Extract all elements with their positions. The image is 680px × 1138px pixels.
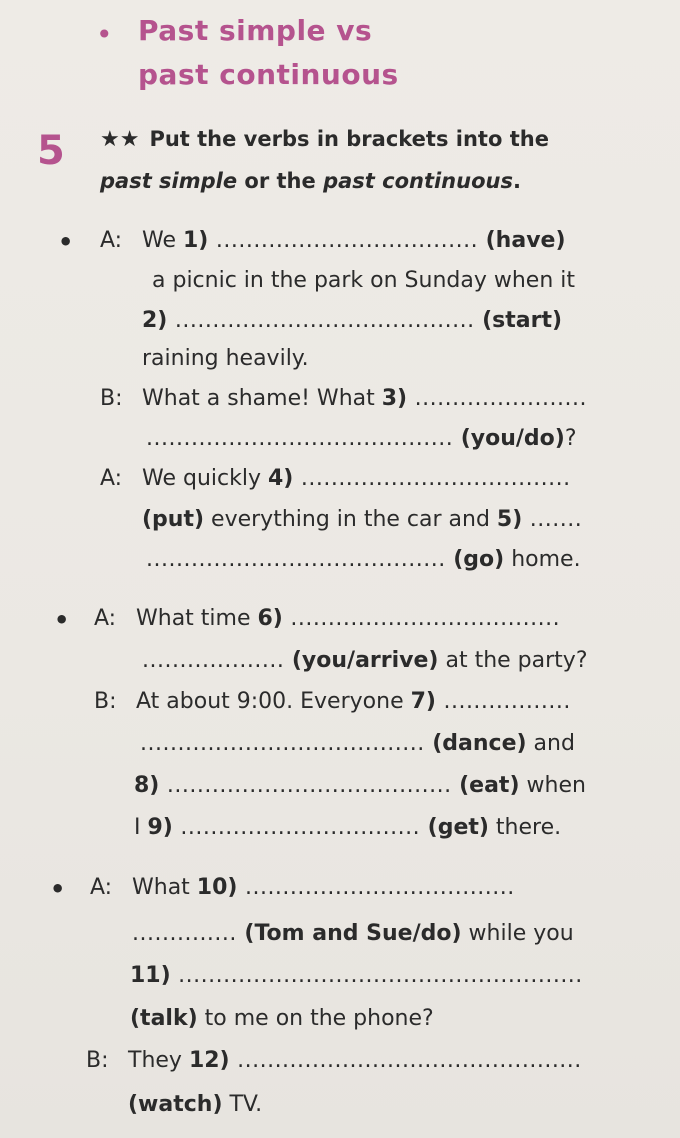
- verb-hint: (talk): [130, 1006, 198, 1031]
- speaker-a: A:: [94, 606, 117, 631]
- answer-blank-9[interactable]: ................................: [172, 815, 428, 840]
- verb-hint: (start): [482, 308, 563, 333]
- blank-number: 8): [134, 773, 160, 798]
- dialogue3-line4: [130, 1006, 434, 1031]
- dialogue2-line6: [134, 815, 561, 840]
- instruction-period: .: [512, 169, 521, 193]
- dialogue3-line2: [132, 921, 574, 946]
- answer-blank-6[interactable]: ....................................: [282, 606, 561, 631]
- text: there.: [488, 815, 562, 840]
- dialogue1-line8: [142, 507, 582, 532]
- instruction-text: Put the verbs in brackets into the: [149, 127, 549, 151]
- answer-blank-1[interactable]: ...................................: [208, 228, 486, 253]
- answer-blank-3[interactable]: .......................: [407, 386, 587, 411]
- blank-number: 7): [410, 689, 436, 714]
- text: to me on the phone?: [197, 1006, 434, 1031]
- answer-blank-10[interactable]: ....................................: [237, 875, 515, 900]
- answer-blank-2[interactable]: ........................................: [167, 308, 483, 333]
- topic-title-line2: past continuous: [138, 58, 399, 91]
- verb-hint: (have): [485, 228, 566, 253]
- dialogue-bullet: •: [50, 875, 66, 903]
- verb-hint: (you/arrive): [291, 648, 439, 673]
- text: What a shame! What: [142, 386, 382, 411]
- verb-hint: (you/do): [460, 426, 565, 451]
- answer-blank-8[interactable]: ......................................: [159, 773, 460, 798]
- exercise-instruction-line2: [100, 169, 521, 193]
- dialogue1-line9: [146, 547, 581, 572]
- topic-bullet: •: [96, 18, 113, 51]
- dialogue1-line4: raining heavily.: [142, 346, 309, 371]
- verb-hint: (watch): [128, 1092, 223, 1117]
- text: At about 9:00. Everyone: [136, 689, 411, 714]
- answer-blank-7[interactable]: .................: [435, 689, 571, 714]
- topic-title-line1: Past simple vs: [138, 14, 373, 47]
- answer-blank-5-cont[interactable]: ........................................: [146, 547, 454, 572]
- answer-blank-4[interactable]: ....................................: [293, 466, 571, 491]
- text: and: [526, 731, 575, 756]
- blank-number: 6): [257, 606, 283, 631]
- text: We: [142, 228, 183, 253]
- blank-number: 11): [130, 963, 171, 988]
- text: home.: [504, 547, 581, 572]
- dialogue1-line1: [142, 228, 566, 253]
- blank-number: 4): [267, 466, 294, 491]
- answer-blank-3-cont[interactable]: .........................................: [146, 426, 461, 451]
- dialogue1-line2: a picnic in the park on Sunday when it: [152, 268, 576, 293]
- text: They: [128, 1048, 189, 1073]
- difficulty-stars: ★★: [100, 127, 140, 152]
- text: ?: [564, 426, 577, 451]
- blank-number: 2): [142, 308, 168, 333]
- speaker-a: A:: [100, 228, 123, 253]
- answer-blank-10-cont[interactable]: ..............: [132, 921, 245, 946]
- answer-blank-6-cont[interactable]: ...................: [142, 648, 292, 673]
- dialogue1-line7: [142, 466, 571, 491]
- text: everything in the car and: [204, 507, 497, 532]
- text: I: [134, 815, 148, 840]
- blank-number: 12): [188, 1048, 230, 1073]
- blank-number: 5): [496, 507, 523, 532]
- text: What time: [136, 606, 258, 631]
- answer-blank-5[interactable]: .......: [522, 507, 583, 532]
- dialogue1-line5: [142, 386, 587, 411]
- text: when: [519, 773, 586, 798]
- exercise-number: 5: [37, 128, 65, 174]
- dialogue-bullet: •: [54, 606, 70, 634]
- dialogue2-line4: [140, 731, 575, 756]
- verb-hint: (get): [427, 815, 489, 840]
- answer-blank-11[interactable]: ......................................................: [170, 963, 583, 988]
- dialogue3-line6: [128, 1092, 262, 1117]
- dialogue-bullet: •: [58, 228, 74, 256]
- dialogue3-line1: [132, 875, 515, 900]
- verb-hint: (put): [142, 507, 205, 532]
- text: What: [132, 875, 197, 900]
- dialogue2-line3: [136, 689, 571, 714]
- dialogue3-line3: [130, 963, 583, 988]
- text: TV.: [222, 1092, 263, 1117]
- instruction-or: or the: [237, 169, 324, 193]
- dialogue3-line5: [128, 1048, 582, 1073]
- instruction-past-simple: past simple: [100, 169, 238, 193]
- dialogue2-line1: [136, 606, 560, 631]
- verb-hint: (go): [453, 547, 505, 572]
- blank-number: 3): [381, 386, 408, 411]
- dialogue2-line2: [142, 648, 588, 673]
- speaker-b: B:: [86, 1048, 109, 1073]
- answer-blank-12[interactable]: ..............................................: [229, 1048, 582, 1073]
- speaker-b: B:: [94, 689, 117, 714]
- speaker-a: A:: [90, 875, 113, 900]
- answer-blank-7-cont[interactable]: ......................................: [140, 731, 433, 756]
- verb-hint: (dance): [432, 731, 527, 756]
- verb-hint: (eat): [459, 773, 520, 798]
- verb-hint: (Tom and Sue/do): [244, 921, 462, 946]
- text: We quickly: [142, 466, 268, 491]
- speaker-a: A:: [100, 466, 123, 491]
- text: while you: [461, 921, 574, 946]
- text: at the party?: [438, 648, 588, 673]
- instruction-past-continuous: past continuous: [323, 169, 513, 193]
- blank-number: 9): [147, 815, 173, 840]
- dialogue1-line6: [146, 426, 577, 451]
- dialogue1-line3: [142, 308, 562, 333]
- dialogue2-line5: [134, 773, 586, 798]
- exercise-instruction-line1: [100, 127, 549, 152]
- speaker-b: B:: [100, 386, 123, 411]
- blank-number: 1): [183, 228, 209, 253]
- blank-number: 10): [196, 875, 238, 900]
